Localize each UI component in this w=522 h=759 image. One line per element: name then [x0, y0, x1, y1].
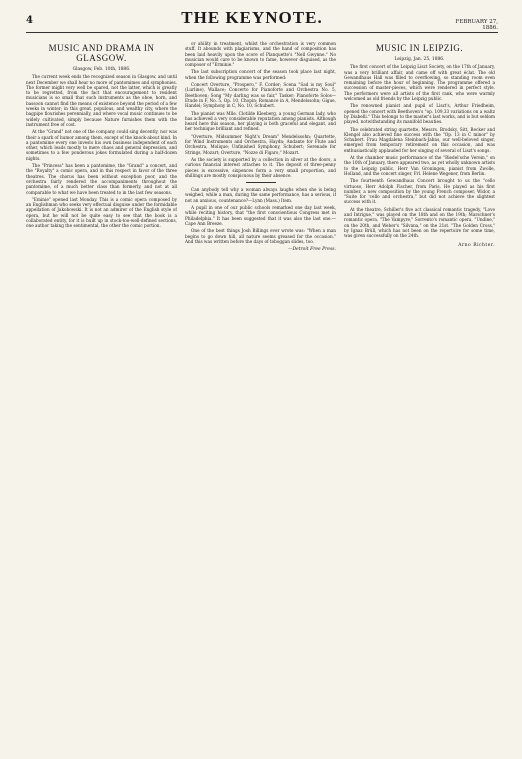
left-paragraph: The current week ends the recognized season in Glasgow, and until next December we shall hear no more of pantomimes and symphonies. The former might very well be spared, not the latter, which is greatly to be regretted, from the fact that encouragement to resident musicians is so small that such instruments as the oboe, horn, and bassoon cannot find the means of existence beyond the period of a few weeks in winter; in this great, populous, and wealthy city, where the bagpipe flourishes perennially, and where vocal music continues to be widely cultivated, simply because Nature furnishes them with the instrument free of cost.	[26, 74, 177, 127]
left-title-line2: GLASGOW.	[76, 53, 127, 63]
section-separator	[246, 182, 276, 183]
middle-paragraph: The pianist was Mlle. Clotilde Kleeberg, a young German lady, who has achieved a very considerable reputation among pianists. Although heard here this season, her playing is both graceful and elegant, and her technique brilliant and refined.	[185, 110, 336, 132]
middle-paragraph: or ability in treatment, whilst the orchestration is very common stuff. It abounds with plagiarisms, and the hand of composition has been laid heavily upon the score of Planquette's "Nell Gwynne." No musician would care to be known to fame, however disguised, as the composer of "Erminie."	[185, 41, 336, 68]
page-header	[26, 8, 498, 30]
middle-column	[185, 41, 336, 252]
middle-paragraph: The last subscription concert of the season took place last night, when the following programme was performed:	[185, 69, 336, 80]
quote-paragraph: A pupil in one of our public schools remarked one day last week, while reciting history, that "the first conscientious Congress met in Philadelphia." It has been suggested that it was also the last one.—Cape Ann Breeze.	[185, 205, 336, 226]
issue-date: FEBRUARY 27, 1886.	[455, 19, 498, 31]
middle-paragraph: As the society is supported by a collection in silver at the doors, a curious financial interest attaches to it. The deposit of three-penny pieces is excessive, sixpences form a very small proportion, and shillings are mostly conspicuous by their absence.	[185, 156, 336, 178]
right-paragraph: At the chamber music performance of the "Riedel'sche Verein," on the 10th of January, there appeared two, as yet wholly unknown artists to the Leipzig public, Herr Van Groningen, pianist from Zwolle, Holland, and the concert singer, Frl. Helene Wegener, from Berlin.	[344, 155, 495, 176]
header-rule	[26, 32, 498, 33]
left-dateline: Glasgow, Feb. 10th, 1886.	[72, 67, 131, 72]
right-paragraph: The first concert of the Leipzig Liszt Society, on the 17th of January, was a very brilliant affair, and came off with great éclat. The old Gewandhaus Hall was filled to overflowing, so standing room even remaining before the hour of beginning. The programme offered a succession of master-pieces, which were rendered in perfect style. The performers were all artists of the first rank, who were warmly welcomed as old friends by the Leipzig public.	[344, 64, 495, 102]
quote-paragraph: One of the best things Josh Billings ever wrote was: "When a man begins to go down hill, all nature seems greased for the occasion." And this was written before the days of toboggan slides, too.	[185, 228, 336, 244]
left-paragraph: The "Princess" has been a pantomime, the "Grand" a concert, and the "Royalty" a comic opera, and in this respect in favor of the three theatres. The chorus has been without exception poor, and the orchestra fairly rendered the accompaniments throughout the pantomime, of a much better class than formerly, and not at all comparable to what we have been treated to in the last few seasons.	[26, 163, 177, 195]
page-number: 4	[26, 15, 33, 26]
article-columns	[26, 41, 498, 252]
quote-source: —Detroit Free Press.	[287, 247, 336, 253]
left-column	[26, 41, 177, 252]
right-paragraph: The celebrated string quartette, Messrs. Brodsky, Sitt, Becker and Klengel also achieved fine success with the "Op. 13 in C minor" by Schubert. Frau Magdalena Steinbach-Jahns, our well-beloved singer, emerged from temporary retirement on this occasion, and was enthusiastically applauded for her singing of several of Liszt's songs.	[344, 126, 495, 153]
middle-paragraph: "Overture, Midsummer Night's Dream" Mendelssohn; Quartette, for Wind Instruments and Orchestra, Haydn; Andante for Flute and Orchestra, Molique; Unfinished Symphony, Schubert; Serenade for Strings, Mozart; Overture, "Nozze di Figaro," Mozart.	[185, 133, 336, 155]
middle-paragraph: Concert Overture, "Prospero," F. Corder; Scena "Sad is my Soul" (Lurline), Wallace; Concerto for Pianoforte and Orchestra No. 5, Beethoven; Song "My darling was so fair," Tasker; Pianoforte Solos—Etude in F, No. 5, Op. 10, Chopin; Romance in A, Mendelssohn; Gigue, Handel; Symphony in C, No. 10, Schubert.	[185, 82, 336, 109]
right-paragraph: At the theatre, Schiller's five act classical romantic tragedy, "Love and Intrigue," was played on the 18th and on the 19th; Marschner's romantic opera, "The Vampyre," Sorrento's romantic opera, "Undine," on the 20th, and Weber's "Silvana," on the 21st. "The Golden Cross," by Ignaz Brüll, which has not been on the repertoire for some time, was given successfully on the 24th.	[344, 206, 495, 239]
left-paragraph: At the "Grand" not one of the company could sing decently, nor was their a spark of humor among them, except of the knock-about kind. In a pantomime every one invests his own business independent of each other, which leads mostly to mere chaos and general depression, and sometimes to a few ponderous jokes formulated during a half-dozen nights.	[26, 129, 177, 161]
right-article-title: MUSIC IN LEIPZIG.	[375, 43, 464, 53]
quote-paragraph: Can anybody tell why a woman always laughs when she is being weighed, while a man, during the same performance, has a serious, if not an anxious, countenance?—Lynn (Mass.) Item.	[185, 187, 336, 203]
author-signature: Arno Richter.	[458, 242, 495, 248]
right-paragraph: The fourteenth Gewandhaus Concert brought to us the "cello virtuoso, Herr Adolph Fischer, from Paris. He played as his first number, a new composition by the young French composer, Widor, a "Suite for 'cello and orchestra," but did not achieve the slightest success with it.	[344, 178, 495, 205]
left-article-title	[26, 43, 177, 63]
left-title-line1: MUSIC AND DRAMA IN	[48, 43, 155, 53]
right-column	[344, 41, 495, 252]
masthead: THE KEYNOTE.	[181, 8, 323, 27]
left-paragraph: "Eminie" opened last Monday. This is a comic opera composed by an Englishman who seeks very effectual disguise under the formidable appellation of Jakobowski. It is not an admirer of the English style of opera, but he will not be quite easy to see that the book is a collaborated entity, for it is built up in stock-too-well-defined sections, one author taking the sentimental, the other the comic portion.	[26, 196, 177, 229]
right-paragraph: The renowned pianist and pupil of Liszt's, Arthur Friedheim, opened the concert with Beethoven's "op. 109,33 variations on a waltz by Diabelli." This belongs to the master's last works, and is but seldom played, notwithstanding its manifold beauties.	[344, 103, 495, 125]
right-dateline: Leipzig, Jan. 25, 1886.	[394, 57, 445, 62]
